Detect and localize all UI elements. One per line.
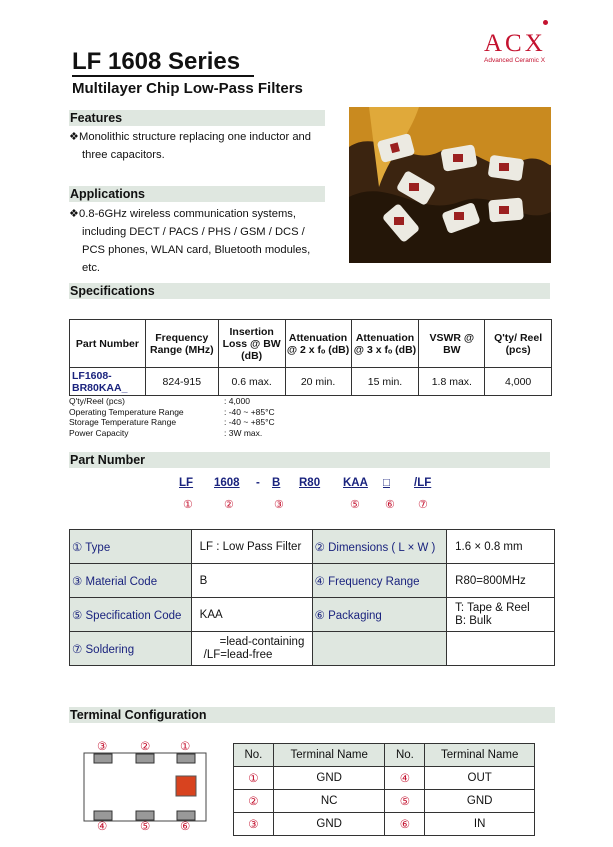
terminal-header-name: Terminal Name	[425, 744, 535, 767]
terminal-header-no: No.	[385, 744, 425, 767]
extra-label: Q'ty/Reel (pcs)	[69, 396, 125, 406]
applications-line-4: etc.	[82, 262, 101, 274]
pn-value	[447, 632, 555, 666]
terminal-no: ⑤	[385, 790, 425, 813]
pn-value: 1.6 × 0.8 mm	[447, 530, 555, 564]
pn-row	[70, 530, 555, 564]
terminal-name: NC	[273, 790, 385, 813]
pn-key: ② Dimensions ( L × W )	[312, 530, 447, 564]
terminal-label-1: ①	[180, 741, 191, 753]
extra-label: Storage Temperature Range	[69, 417, 177, 427]
spec-header-insertion-loss: Insertion Loss @ BW (dB)	[218, 320, 285, 368]
terminal-header-no: No.	[234, 744, 274, 767]
pn-row	[70, 598, 555, 632]
terminal-row	[234, 790, 535, 813]
terminal-no: ③	[234, 813, 274, 836]
circle-2: ②	[224, 499, 234, 511]
pn-key: ⑤ Specification Code	[70, 598, 192, 632]
extra-value: : 4,000	[224, 396, 250, 406]
terminal-label-4: ④	[97, 821, 108, 833]
code-dimension: 1608	[214, 477, 240, 489]
spec-cell-frequency: 824-915	[145, 368, 218, 396]
terminal-name: GND	[273, 767, 385, 790]
extra-label: Operating Temperature Range	[69, 406, 184, 417]
logo-letters: ACX	[484, 30, 546, 57]
spec-header-qty-reel: Q'ty/ Reel (pcs)	[485, 320, 552, 368]
logo-dot	[543, 20, 548, 25]
terminal-header-name: Terminal Name	[273, 744, 385, 767]
pn-value: LF : Low Pass Filter	[191, 530, 312, 564]
spec-header-attenuation-3x: Attenuation @ 3 x fₒ (dB)	[351, 320, 419, 368]
code-packaging: □	[383, 477, 390, 489]
spec-header-attenuation-2x: Attenuation @ 2 x fₒ (dB)	[285, 320, 351, 368]
spec-header-part-number: Part Number	[70, 320, 146, 368]
terminal-header-row	[234, 744, 535, 767]
spec-cell-attenuation-2x: 20 min.	[285, 368, 351, 396]
applications-line-3: PCS phones, WLAN card, Bluetooth modules,	[82, 244, 311, 256]
specifications-heading: Specifications	[69, 283, 550, 299]
spec-header-vswr: VSWR @ BW	[419, 320, 485, 368]
pn-key: ① Type	[70, 530, 192, 564]
code-soldering: /LF	[414, 477, 432, 489]
page-title: LF 1608 Series	[72, 48, 254, 77]
pn-key	[312, 632, 447, 666]
terminal-heading: Terminal Configuration	[69, 707, 555, 723]
applications-line-2: including DECT / PACS / PHS / GSM / DCS /	[82, 226, 305, 238]
spec-extra-info	[69, 396, 275, 438]
spec-cell-vswr: 1.8 max.	[419, 368, 485, 396]
specifications-table	[69, 319, 552, 396]
circle-7: ⑦	[418, 499, 428, 511]
terminal-no: ⑥	[385, 813, 425, 836]
applications-heading: Applications	[69, 186, 325, 202]
spec-cell-part-number: LF1608-BR80KAA_	[70, 368, 146, 396]
page-subtitle: Multilayer Chip Low-Pass Filters	[72, 80, 303, 97]
part-number-heading: Part Number	[69, 452, 550, 468]
features-text	[69, 128, 311, 164]
extra-value: : -40 ~ +85°C	[224, 417, 275, 427]
pn-row	[70, 632, 555, 666]
pn-value: T: Tape & Reel B: Bulk	[447, 598, 555, 632]
spec-header-frequency: Frequency Range (MHz)	[145, 320, 218, 368]
circle-6: ⑥	[385, 499, 395, 511]
terminal-row	[234, 767, 535, 790]
spec-header-row	[70, 320, 552, 368]
code-type: LF	[179, 477, 194, 489]
terminal-no: ④	[385, 767, 425, 790]
code-spec: KAA	[343, 477, 368, 489]
circle-3: ③	[274, 499, 284, 511]
extra-value: : 3W max.	[224, 427, 263, 438]
pn-value: KAA	[191, 598, 312, 632]
spec-data-row	[70, 368, 552, 396]
circle-1: ①	[183, 499, 193, 511]
terminal-name: GND	[273, 813, 385, 836]
terminal-label-3: ③	[97, 741, 108, 753]
extra-label: Power Capacity	[69, 427, 129, 438]
spec-cell-attenuation-3x: 15 min.	[351, 368, 419, 396]
terminal-no: ②	[234, 790, 274, 813]
spec-cell-qty-reel: 4,000	[485, 368, 552, 396]
features-heading: Features	[69, 110, 325, 126]
pn-key: ⑥ Packaging	[312, 598, 447, 632]
pn-value: B	[191, 564, 312, 598]
circle-5: ⑤	[350, 499, 360, 511]
terminal-name: IN	[425, 813, 535, 836]
terminal-name: OUT	[425, 767, 535, 790]
features-line-2: three capacitors.	[82, 149, 165, 161]
pn-key: ③ Material Code	[70, 564, 192, 598]
acx-logo	[484, 30, 574, 74]
applications-line-1: ❖0.8-6GHz wireless communication systems,	[69, 208, 297, 220]
pn-key: ⑦ Soldering	[70, 632, 192, 666]
pn-value: R80=800MHz	[447, 564, 555, 598]
terminal-label-5: ⑤	[140, 821, 151, 833]
spec-cell-insertion-loss: 0.6 max.	[218, 368, 285, 396]
terminal-no: ①	[234, 767, 274, 790]
pn-row	[70, 564, 555, 598]
pn-key: ④ Frequency Range	[312, 564, 447, 598]
features-line-1: ❖Monolithic structure replacing one inductor and	[69, 131, 311, 143]
pn-value: =lead-containing /LF=lead-free	[191, 632, 312, 666]
terminal-label-6: ⑥	[180, 821, 191, 833]
logo-tagline: Advanced Ceramic X	[484, 57, 546, 64]
extra-value: : -40 ~ +85°C	[224, 406, 275, 417]
product-photo	[349, 107, 551, 263]
terminal-name: GND	[425, 790, 535, 813]
terminal-row	[234, 813, 535, 836]
terminal-table	[233, 743, 535, 836]
code-dash: -	[256, 477, 260, 489]
code-material: B	[272, 477, 281, 489]
part-number-table	[69, 529, 555, 666]
terminal-label-2: ②	[140, 741, 151, 753]
code-frequency: R80	[299, 477, 321, 489]
applications-text	[69, 205, 310, 277]
terminal-diagram	[83, 752, 207, 822]
